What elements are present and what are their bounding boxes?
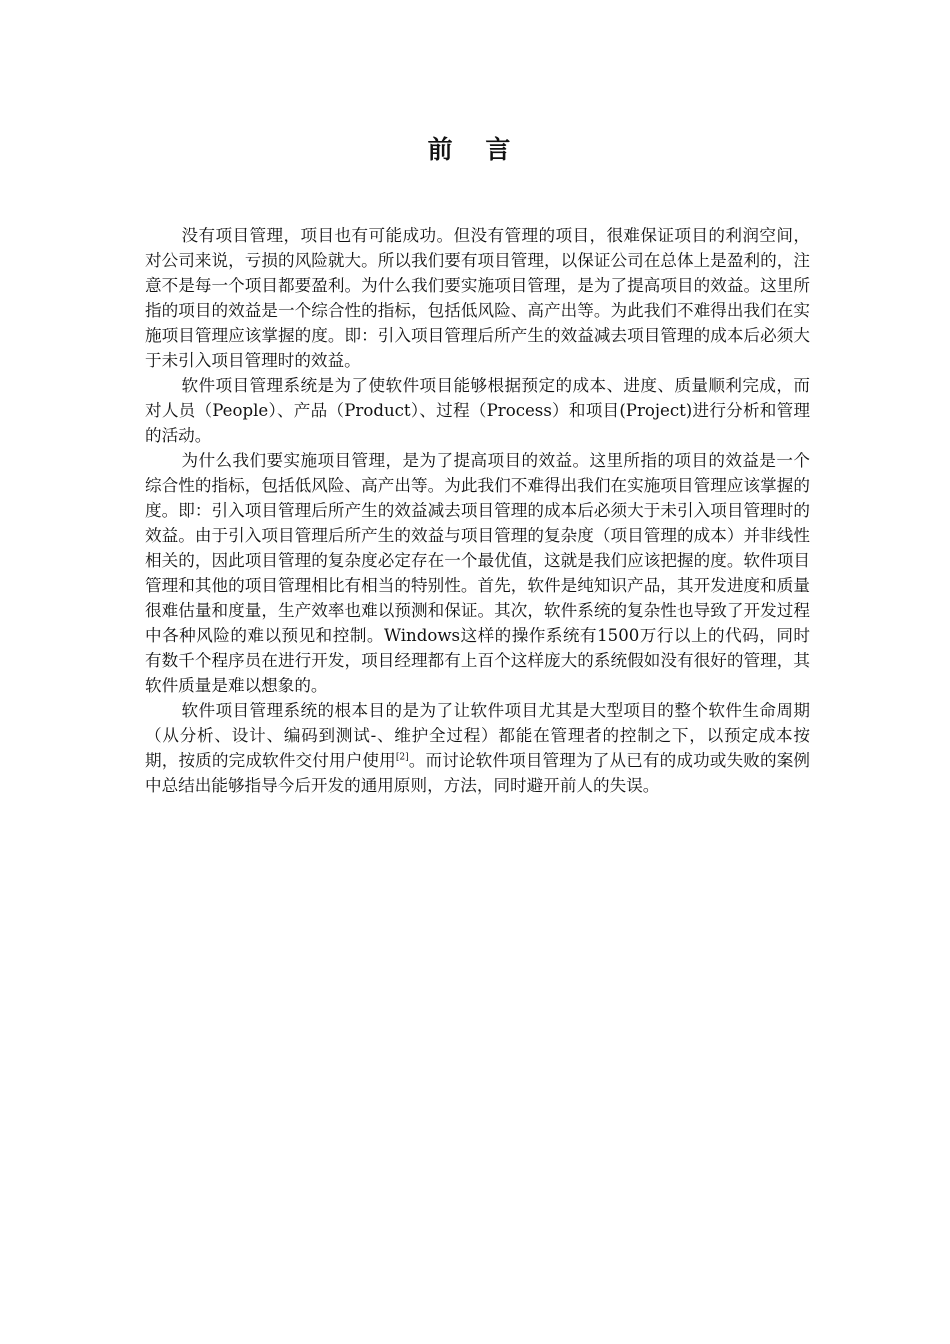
body-text bbox=[145, 223, 810, 798]
paragraph-3: 为什么我们要实施项目管理，是为了提高项目的效益。这里所指的项目的效益是一个综合性的指标，包括低风险、高产出等。为此我们不难得出我们在实施项目管理应该掌握的度。即：引入项目管理后所产生的效益减去项目管理的成本后必须大于未引入项目管理时的效益。由于引入项目管理后所产生的效益与项目管理的复杂度（项目管理的成本）并非线性相关的，因此项目管理的复杂度必定存在一个最优值，这就是我们应该把握的度。软件项目管理和其他的项目管理相比有相当的特别性。首先，软件是纯知识产品，其开发进度和质量很难估量和度量，生产效率也难以预测和保证。其次，软件系统的复杂性也导致了开发过程中各种风险的难以预见和控制。Windows这样的操作系统有1500万行以上的代码，同时有数千个程序员在进行开发，项目经理都有上百个这样庞大的系统假如没有很好的管理，其软件质量是难以想象的。 bbox=[145, 451, 810, 695]
paragraph-2: 软件项目管理系统是为了使软件项目能够根据预定的成本、进度、质量顺利完成，而对人员（People）、产品（Product）、过程（Process）和项目(Project)进行分析和管理的活动。 bbox=[145, 376, 810, 445]
paragraph-1: 没有项目管理，项目也有可能成功。但没有管理的项目，很难保证项目的利润空间，对公司来说，亏损的风险就大。所以我们要有项目管理，以保证公司在总体上是盈利的，注意不是每一个项目都要盈利。为什么我们要实施项目管理，是为了提高项目的效益。这里所指的项目的效益是一个综合性的指标，包括低风险、高产出等。为此我们不难得出我们在实施项目管理应该掌握的度。即：引入项目管理后所产生的效益减去项目管理的成本后必须大于未引入项目管理时的效益。 bbox=[145, 226, 810, 370]
paragraph-4-text-before: 软件项目管理系统的根本目的是为了让软件项目尤其是大型项目的整个软件生命周期（从分析、设计、编码到测试-、维护全过程）都能在管理者的控制之下，以预定成本按期，按质的完成软件交付用户使用 bbox=[145, 701, 810, 770]
paragraph-4-text-after: 。而讨论软件项目管理为了从已有的成功或失败的案例中总结出能够指导今后开发的通用原则，方法，同时避开前人的失误。 bbox=[145, 751, 811, 795]
page-title: 前 言 bbox=[427, 135, 523, 164]
paragraph-4 bbox=[145, 698, 810, 798]
citation-ref: [2] bbox=[395, 752, 409, 763]
